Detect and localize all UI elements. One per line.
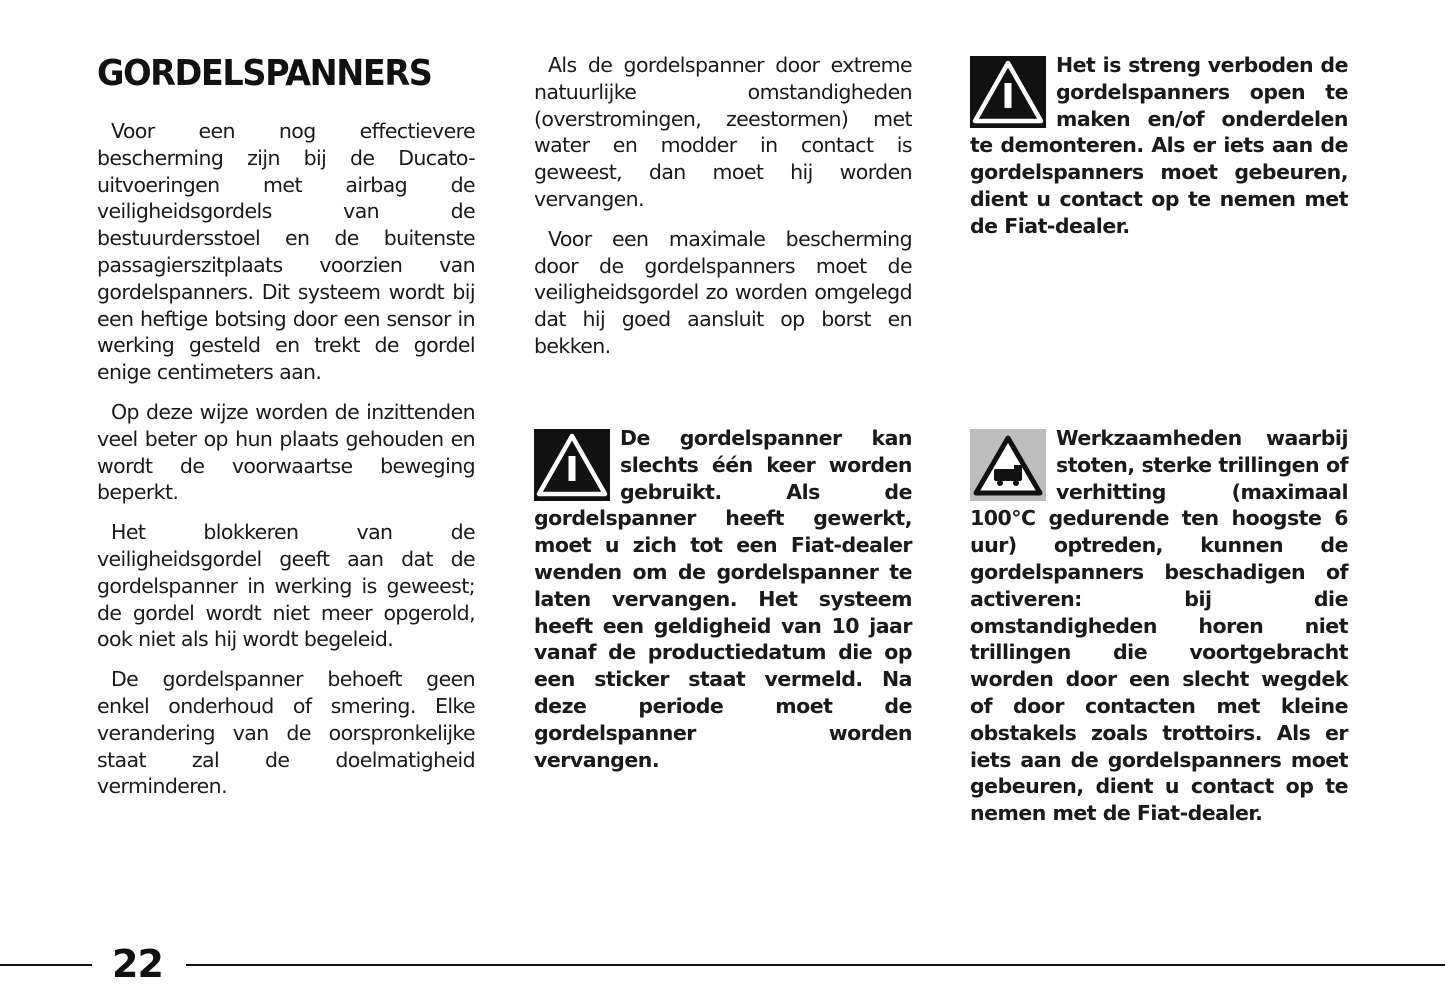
warning-triangle-icon (970, 56, 1046, 128)
paragraph: Op deze wijze worden de inzittenden veel beter op hun plaats gehouden en wordt de voorwaartse beweging beperkt. (97, 399, 475, 505)
column-middle (534, 52, 912, 373)
warning-text: De gordelspanner kan slechts één keer worden gebruikt. Als de gordelspanner heeft gewerkt, moet u zich tot een Fiat-dealer wenden om de gordelspanner te laten vervangen. Het systeem heeft een geldigheid van 10 jaar vanaf de productiedatum die op een sticker staat vermeld. Na deze periode moet de gordelspanner worden vervangen. (534, 426, 912, 772)
page-footer (0, 942, 1445, 988)
section-heading: GORDELSPANNERS (97, 53, 432, 94)
footer-rule (0, 964, 92, 966)
paragraph: Voor een maximale bescherming door de gordelspanners moet de veiligheidsgordel zo worden omgelegd dat hij goed aansluit op borst en bekken. (534, 226, 912, 358)
paragraph: De gordelspanner behoeft geen enkel onderhoud of smering. Elke verandering van de oorspronkelijke staat zal de doelmatigheid verminderen. (97, 667, 475, 799)
footer-rule (186, 964, 1445, 966)
vehicle-warning-icon (970, 429, 1046, 501)
paragraph: Als de gordelspanner door extreme natuurlijke omstandigheden (overstromingen, zeestormen) met water en modder in contact is geweest, dan moet hij worden vervangen. (534, 53, 912, 211)
warning-text: Het is streng verboden de gordelspanners open te maken en/of onderdelen te demonteren. Als er iets aan de gordelspanners moet gebeuren, dient u contact op te nemen met de Fiat-dealer. (970, 53, 1348, 238)
column-left (97, 52, 475, 813)
warning-text: Werkzaamheden waarbij stoten, sterke trillingen of verhitting (maximaal 100°C gedurende ten hoogste 6 uur) optreden, kunnen de gordelspanners beschadigen of activeren: bij die omstandigheden horen niet trillingen die voortgebracht worden door een slecht wegdek of door contacten met kleine obstakels zoals trottoirs. Als er iets aan de gordelspanners moet gebeuren, dient u contact op te nemen met de Fiat-dealer. (970, 426, 1348, 826)
paragraph: Voor een nog effectievere bescherming zijn bij de Ducato-uitvoeringen met airbag de veiligheidsgordels van de bestuurdersstoel en de buitenste passagierszitplaats voorzien van gordelspanners. Dit systeem wordt bij een heftige botsing door een sensor in werking gesteld en trekt de gordel enige centimeters aan. (97, 119, 475, 385)
paragraph: Het blokkeren van de veiligheidsgordel geeft aan dat de gordelspanner in werking is geweest; de gordel wordt niet meer opgerold, ook niet als hij wordt begeleid. (97, 520, 475, 652)
page-number: 22 (112, 942, 163, 986)
warning-block-single-use (534, 425, 912, 773)
warning-block-vibration (970, 425, 1348, 827)
warning-block-prohibition (970, 52, 1348, 240)
warning-triangle-icon (534, 429, 610, 501)
column-right (970, 52, 1348, 240)
